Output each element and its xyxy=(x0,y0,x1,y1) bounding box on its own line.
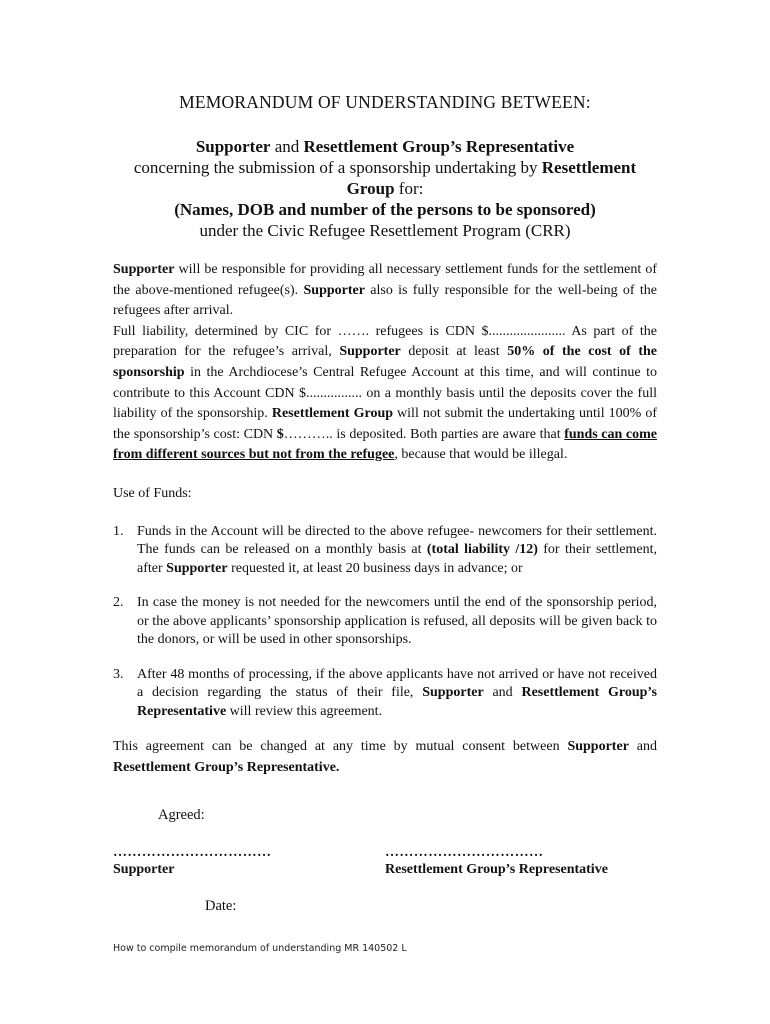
heading-for: for: xyxy=(394,179,424,198)
supporter-signature-line[interactable]: …………………………… xyxy=(113,845,272,860)
supporter-signature-label: Supporter xyxy=(113,862,175,877)
paragraph-supporter-responsibility: Supporter will be responsible for providing all necessary settlement funds for the settlement of the above-mentioned refugee(s). Supporter also is fully responsible for the well-being of the refugees after arrival. xyxy=(113,262,657,319)
heading-line-2 xyxy=(110,157,660,199)
paragraph-agreement-change: This agreement can be changed at any time by mutual consent between Supporter and Resettlement Group’s Representative. xyxy=(113,739,657,775)
heading-concerning: concerning the submission of a sponsorship undertaking by xyxy=(133,158,542,177)
list-item: 2. In case the money is not needed for the newcomers until the end of the sponsorship period, or the above applicants’ sponsorship application is refused, all deposits will be given back to the donors, or will be used in other sponsorships. xyxy=(113,595,657,648)
paragraph-liability: Full liability, determined by CIC for ……. refugees is CDN $...................... As part of the preparation for the refugee’s arrival, Supporter deposit at least 50% of the cost of the sponsorship in the Archdiocese’s Central Refugee Account at this time, and will continue to contribute to this Account CDN $................ on a monthly basis until the deposits cover the full liability of the sponsorship. Resettlement Group will not submit the undertaking until 100% of the sponsorship’s cost: CDN $……….. is deposited. Both parties are aware that funds can come from different sources but not from the refugee, because that would be illegal. xyxy=(113,323,657,463)
heading-names: (Names, DOB and number of the persons to be sponsored) xyxy=(174,200,596,219)
list-item: 3. After 48 months of processing, if the above applicants have not arrived or have not received a decision regarding the status of their file, Supporter and Resettlement Group’s Representative will review this agreement. xyxy=(113,666,657,719)
heading-rg: Resettlement Group xyxy=(346,158,637,198)
rep-signature-label: Resettlement Group’s Representative xyxy=(385,862,608,877)
heading-supporter: Supporter xyxy=(195,137,271,156)
underlined-clause: funds can come from different sources but not from the refugee xyxy=(113,426,657,463)
agreed-label: Agreed: xyxy=(158,807,205,823)
heading-and: and xyxy=(270,137,304,156)
footer-note: How to compile memorandum of understanding MR 140502 L xyxy=(113,943,407,954)
use-of-funds-label: Use of Funds: xyxy=(113,485,192,501)
heading-program: under the Civic Refugee Resettlement Program (CRR) xyxy=(199,221,571,240)
funds-list xyxy=(113,523,657,722)
heading-line-1 xyxy=(110,136,660,157)
heading-rg-rep: Resettlement Group’s Representative xyxy=(303,137,575,156)
date-label: Date: xyxy=(205,898,237,914)
page-title: MEMORANDUM OF UNDERSTANDING BETWEEN: xyxy=(179,92,591,112)
rep-signature-line[interactable]: …………………………… xyxy=(385,845,544,860)
list-item: 1. Funds in the Account will be directed to the above refugee- newcomers for their settlement. The funds can be released on a monthly basis at (total liability /12) for their settlement, after Supporter requested it, at least 20 business days in advance; or xyxy=(113,523,657,576)
memo-heading xyxy=(110,136,660,241)
memo-body xyxy=(113,260,657,778)
